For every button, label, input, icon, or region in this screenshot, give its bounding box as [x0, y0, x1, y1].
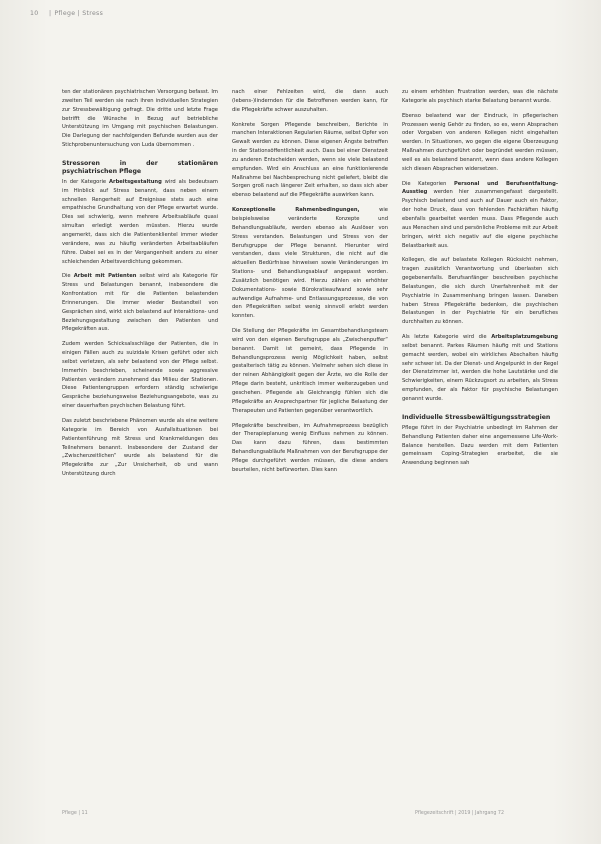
paragraph-text: wird als bedeutsam im Hinblick auf Stress benannt, dass neben einem schnellen Rengerheit auf Ereignisse stets auch eine empathische Grundhaltung von der Pflege erwartet wurde. Dies sei schwierig, wenn mehrere Arbeitsabläufe quasi simultan erledigt werden müssten. Hierzu wurde angemerkt, dass sich die Patientenklientel immer wieder verändere, was zu häufig veränderten Arbeitsabläufen führe. Dabei sei es in der Vergangenheit anders zu einer schleichenden Arbeitsverdichtung gekommen. [62, 178, 218, 265]
paragraph-lead: Als letzte Kategorie wird die [402, 334, 492, 341]
paragraph [62, 178, 218, 266]
paragraph: Pflegekräfte beschreiben, im Aufnahmeprozess bezüglich der Therapieplanung wenig Einfluss nehmen zu können. Das kann dazu führen, dass bestimmten Behandlungsabläufe Maßnahmen von der Berufsgruppe der Pflege durchgeführt werden müssen, die diese anders beurteilen, nicht befürworten. Dies kann [232, 422, 388, 473]
bold-term: Arbeitsgestaltung [109, 178, 162, 185]
paragraph [232, 206, 388, 321]
paragraph: Pflege führt in der Psychiatrie unbedingt im Rahmen der Behandlung Patienten daher eine angemessene Life-Work-Balance herstellen. Dazu werden mit dem Patienten gemeinsam Coping-Strategien erarbeitet, die sie Anwendung beginnen sah [402, 424, 558, 467]
section-heading: Stressoren in der stationären psychiatrischen Pflege [62, 159, 218, 175]
bold-term: Arbeitsplatzumgebung [491, 334, 558, 341]
paragraph-lead: In der Kategorie [62, 178, 109, 185]
paragraph: zu einem erhöhten Frustration werden, was die nächste Kategorie als psychisch starke Belastung benannt wurde. [402, 89, 558, 104]
section-heading: Individuelle Stressbewältigungsstrategien [402, 413, 551, 421]
paragraph: Konkrete Sorgen Pflegende beschreiben, Berichte in manchen Interaktionen Regularien Räume, selbst Opfer von Gewalt werden zu können. Diese eigenen Ängste betreffen in der Stationsöffentlichkeit auch. Dass bei einer Dienstzeit zu anderen Entscheiden werden, wenn sie viele belastend empfunden. Wird ein Anschluss an eine funktionierende Maßnahme bei Nachbesprechung nicht geliefert, bleibt die Sorgen groß nach längerer Zeit erhalten, so dass sich aber ebenso belastend auf die Pflegekräfte auswirken kann. [232, 121, 388, 199]
paragraph: nach einer Fehlzeiten wird, die dann auch (lebens-)lindernden für die Betroffenen werden kann, für die Pflegekräfte schwer auszuhalten. [232, 89, 388, 113]
paragraph-text: werden hier zusammengefasst dargestellt. Psychisch belastend und auch auf Dauer auch ein Faktor, der hohe Druck, dass von fehlenden Fachkräften häufig ebenfalls gearbeitet werden muss. Dass Pflegende auch aus Menschen sind und persönliche Probleme mit zur Arbeit bringen, wirkt sich negativ auf die eigene psychische Belastbarkeit aus. [402, 189, 558, 249]
paragraph: Das zuletzt beschriebene Phänomen wurde als eine weitere Kategorie im Bereich von Ausfallsituationen bei Patientenführung mit Stress und Krankmeldungen des Teilnehmers benannt. Insbesondere der Zustand der „Zwischenzeitlichen“ wurde als belastend für die Pflegekräfte zur „Zur Unsicherheit, ob und wann Unterstützung durch [62, 418, 218, 478]
paragraph: Kollegen, die auf belastete Kollegen Rücksicht nehmen, tragen zusätzlich Verantwortung und überlasten sich gegebenenfalls. Berufsanfänger beschreiben psychische Belastungen, die sich durch Unerfahrenheit mit der Psychiatrie in Zusammenhang bringen lassen. Daneben haben Stress Pflegekräfte bedenken, die psychischen Belastungen in der Psychiatrie für ein berufliches durchhalten zu können. [402, 257, 558, 326]
paragraph: Zudem werden Schicksalsschläge der Patienten, die in einigen Fällen auch zu suizidale Krisen geführt oder sich selbst verletzen, als sehr belastend von der Pflege selbst. Immerhin beschrieben, scheinende sowie aggressive Patienten verändern zunehmend das Milieu der Stationen. Diese Patientengruppen erfordern ständig schwierige Gespräche beziehungsweise Beziehungsangebote, was zu einer dauerhaften psychischen Belastung führt. [62, 341, 218, 410]
bold-term: Konzeptionelle Rahmenbedingungen, [232, 207, 360, 214]
header-separator: | [49, 10, 52, 17]
bold-term: Personal und Berufsentfaltung-Ausstieg [402, 180, 558, 196]
column-3 [402, 88, 558, 474]
column-2 [232, 88, 388, 481]
paragraph [62, 272, 218, 334]
paragraph-text: selbst benannt. Parkes Räumen häufig mit und Stations gemacht werden, wobei ein wirkliches Abschalten häufig sehr schwer ist. Da der Dienst- und Angelpunkt in der Regel der Dienstzimmer ist, werden die hohe Lautstärke und die Schwierigkeiten, einem Rückzugsort zu arbeiten, als Stress empfunden, der als Faktor für psychische Belastungen genannt wurde. [402, 342, 558, 402]
footer-right: Pflegezeitschrift | 2019 | Jahrgang 72 [415, 811, 505, 816]
paragraph-text: selbst wird als Kategorie für Stress und Belastungen benannt, insbesondere die Konfrontation mit für die Patienten belastenden Erinnerungen. Die immer wieder Bestandteil von Gesprächen sind, wirkt sich belastend auf Interaktions- und Beziehungsgestaltung zwischen den Patienten und Pflegekräften aus. [62, 273, 218, 333]
paragraph [402, 180, 558, 251]
footer-left: Pflege | 11 [62, 811, 88, 816]
paragraph: Ebenso belastend war der Eindruck, in pflegerischen Prozessen wenig Gehör zu finden, so es, wenn Absprachen oder Vorgaben von anderen Kollegen nicht eingehalten werden. In Situationen, wo gegen die eigene Überzeugung Maßnahmen durchgeführt oder begründet werden müssen, weil es als belastend benannt, wenn dass andere Kollegen sich diesen Absprachen widersetzen. [402, 112, 558, 172]
paragraph: Die Stellung der Pflegekräfte im Gesamtbehandlungsteam wird von den eigenen Berufsgruppe als „Zwischenpuffer“ benannt. Damit ist gemeint, dass Pflegende in Behandlungsprozess wenig Möglichkeit haben, selbst gestalterisch tätig zu können. Vielmehr sehen sich diese in der reinen Abhängigkeit gegen der Ärzte, wo die Rolle der Pflege darin besteht, unkritisch immer weiterzugeben und geschehen. Pflegende als Gleichrangig fühlen sich die Pflegekräfte an Ansprechpartner für jegliche Belastung der Therapeuten und Patienten gegenüber verantwortlich. [232, 328, 388, 414]
column-1 [62, 88, 218, 485]
page-number: 10 [30, 10, 39, 17]
paragraph-lead: Die [62, 273, 74, 280]
running-header [30, 10, 103, 17]
header-section: Pflege | Stress [54, 10, 104, 17]
paragraph-lead: Die Kategorien [402, 180, 454, 187]
paragraph [402, 333, 558, 404]
paragraph-text: wie beispielsweise veränderte Konzepte und Behandlungsabläufe, werden ebenso als Auslöser von Stress verstanden. Belastungen und Stress von der Berufsgruppe der Pflege benannt. Hierunter wird verstanden, dass viele Strukturen, die nicht auf die aktuellen Bedürfnisse hinweisen sowie Veränderungen im Stations- und Behandlungsablauf angepasst worden. Zusätzlich benötigen wird. Hierzu zählen ein erhöhter Dokumentations- sowie Bürokratieaufwand sowie sehr aufwendige Aufnahme- und Entlassungsprozesse, die von den Pflegekräften selbst wenig sinnvoll erlebt werden konnten. [232, 207, 388, 320]
bold-term: Arbeit mit Patienten [73, 273, 137, 280]
paragraph: ten der stationären psychiatrischen Versorgung befasst. Im zweiten Teil werden sie nach ihren individuellen Strategien zur Stressbewältigung gefragt. Die dritte und letzte Frage betrifft die Wünsche in Bezug auf betriebliche Unterstützung im Umgang mit psychischen Belastungen. Die Darlegung der nachfolgenden Befunde wurden aus der Stichprobenuntersuchung von Luda übernommen . [62, 89, 218, 149]
